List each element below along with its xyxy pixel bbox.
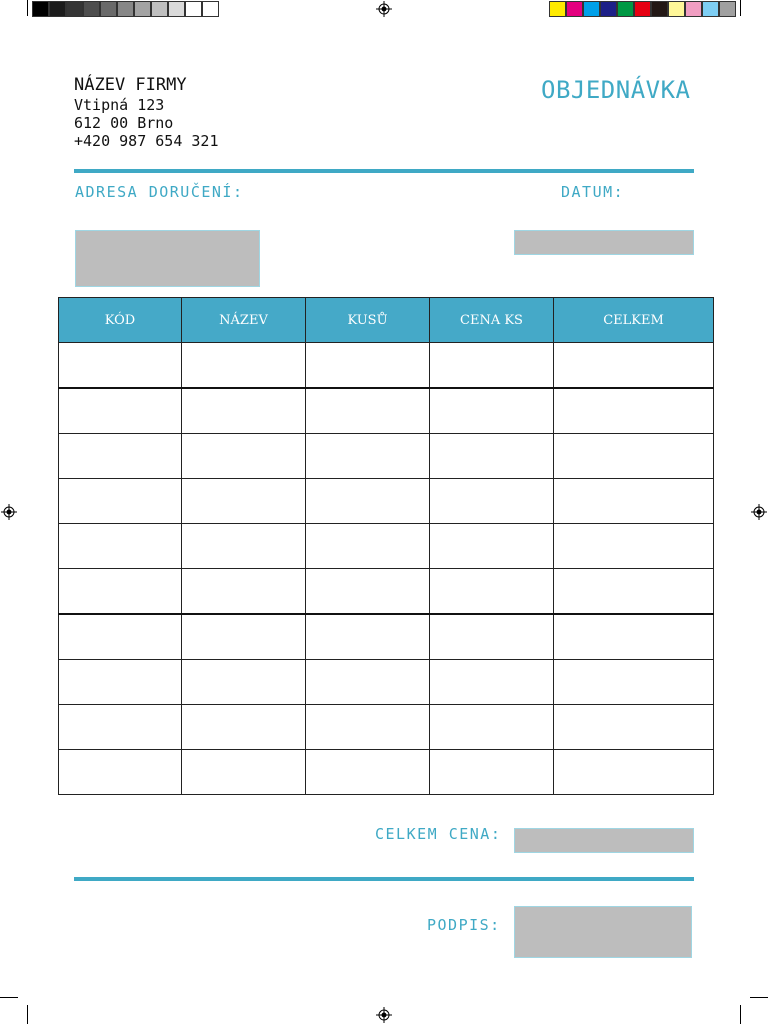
table-row [59,569,714,615]
color-swatch [566,1,583,17]
table-cell[interactable] [554,569,714,615]
table-row [59,614,714,660]
gray-swatch [151,1,168,17]
company-name: NÁZEV FIRMY [74,75,187,95]
column-header-quantity: KUSŮ [306,298,430,343]
gray-swatch [134,1,151,17]
table-cell[interactable] [182,388,306,434]
table-cell[interactable] [430,388,554,434]
gray-swatch [117,1,134,17]
table-cell[interactable] [430,705,554,750]
table-cell[interactable] [554,660,714,705]
table-row [59,343,714,389]
order-items-table [58,297,714,795]
header-divider [74,169,694,173]
table-cell[interactable] [59,660,182,705]
company-street: Vtipná 123 [74,96,165,114]
table-cell[interactable] [554,343,714,389]
color-swatch [600,1,617,17]
table-row [59,750,714,795]
table-row [59,660,714,705]
table-cell[interactable] [182,343,306,389]
gray-swatch [83,1,100,17]
table-cell[interactable] [306,614,430,660]
date-field[interactable] [514,230,694,255]
table-cell[interactable] [59,343,182,389]
document-title: OBJEDNÁVKA [541,76,691,104]
color-swatch [685,1,702,17]
table-cell[interactable] [59,569,182,615]
table-cell[interactable] [430,750,554,795]
column-header-unit-price: CENA KS [430,298,554,343]
column-header-code: KÓD [59,298,182,343]
gray-swatch [168,1,185,17]
crop-mark [750,997,768,998]
table-cell[interactable] [554,524,714,569]
gray-swatch [100,1,117,17]
column-header-total: CELKEM [554,298,714,343]
color-swatch [617,1,634,17]
table-header-row [59,298,714,343]
table-cell[interactable] [182,705,306,750]
color-swatch [549,1,566,17]
signature-field[interactable] [514,906,692,958]
registration-mark-icon [751,504,767,520]
signature-label: PODPIS: [427,916,501,934]
company-city: 612 00 Brno [74,114,174,132]
table-cell[interactable] [430,524,554,569]
table-cell[interactable] [182,569,306,615]
crop-mark [740,1005,741,1024]
table-cell[interactable] [430,569,554,615]
table-cell[interactable] [306,569,430,615]
table-cell[interactable] [59,388,182,434]
table-cell[interactable] [59,434,182,479]
crop-mark [27,0,28,16]
table-cell[interactable] [306,388,430,434]
table-cell[interactable] [306,479,430,524]
date-label: DATUM: [561,183,625,201]
table-cell[interactable] [306,705,430,750]
table-cell[interactable] [182,750,306,795]
color-swatch [651,1,668,17]
table-cell[interactable] [554,750,714,795]
table-cell[interactable] [59,705,182,750]
table-cell[interactable] [554,479,714,524]
total-price-label: CELKEM CENA: [375,825,502,843]
delivery-address-field[interactable] [75,230,260,287]
table-cell[interactable] [59,479,182,524]
footer-divider [74,877,694,881]
table-cell[interactable] [306,434,430,479]
table-cell[interactable] [430,660,554,705]
table-cell[interactable] [306,343,430,389]
table-cell[interactable] [182,479,306,524]
table-cell[interactable] [554,434,714,479]
table-cell[interactable] [554,614,714,660]
total-price-field[interactable] [514,828,694,853]
table-cell[interactable] [306,660,430,705]
table-row [59,479,714,524]
table-cell[interactable] [430,614,554,660]
table-cell[interactable] [182,614,306,660]
table-cell[interactable] [430,479,554,524]
registration-mark-icon [376,1,392,17]
table-cell[interactable] [59,614,182,660]
gray-swatch [202,1,219,17]
company-phone: +420 987 654 321 [74,132,219,150]
delivery-address-label: ADRESA DORUČENÍ: [75,183,244,201]
gray-swatch [66,1,83,17]
table-cell[interactable] [182,434,306,479]
table-row [59,524,714,569]
table-cell[interactable] [430,434,554,479]
crop-mark [740,0,741,16]
table-row [59,434,714,479]
color-swatch [702,1,719,17]
color-swatch [634,1,651,17]
color-swatch [668,1,685,17]
column-header-name: NÁZEV [182,298,306,343]
table-row [59,388,714,434]
table-cell[interactable] [59,750,182,795]
table-cell[interactable] [306,750,430,795]
table-cell[interactable] [554,705,714,750]
crop-mark [27,1005,28,1024]
gray-swatch [185,1,202,17]
registration-mark-icon [1,504,17,520]
table-cell[interactable] [182,660,306,705]
table-cell[interactable] [182,524,306,569]
crop-mark [0,997,18,998]
registration-mark-icon [376,1007,392,1023]
gray-swatch [32,1,49,17]
table-cell[interactable] [306,524,430,569]
gray-swatch [49,1,66,17]
color-swatch [583,1,600,17]
table-cell[interactable] [59,524,182,569]
table-cell[interactable] [554,388,714,434]
table-cell[interactable] [430,343,554,389]
table-row [59,705,714,750]
color-swatch [719,1,736,17]
